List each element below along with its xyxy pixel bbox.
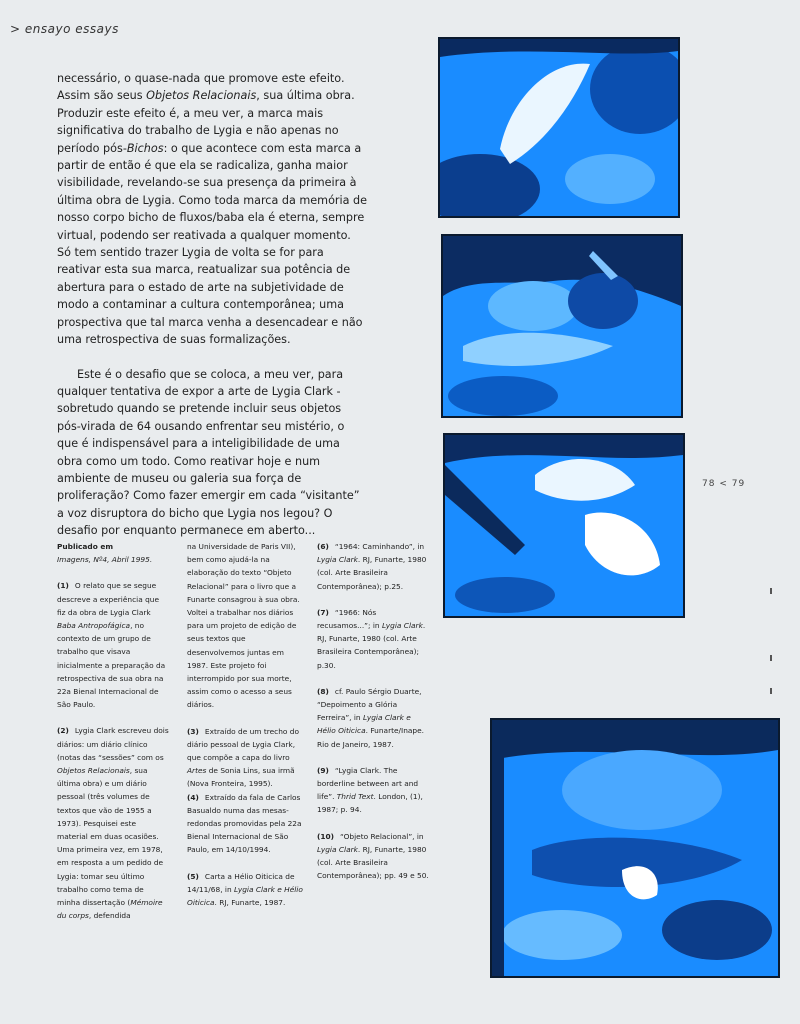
footnote-5: (5) Carta a Hélio Oiticica de 14/11/68, in Lygia Clark e Hélio Oiticica. RJ, Funarte, 1987. [187,871,303,908]
header-arrow: > [10,22,21,36]
footnote-7: (7) “1966: Nós recusamos...”; in Lygia Clark. RJ, Funarte, 1980 (col. Arte Brasileira Contemporânea); p.30. [317,607,426,670]
margin-mark [770,655,772,661]
paragraph-1: necessário, o quase-nada que promove este efeito. Assim são seus Objetos Relacionais, sua última obra. [57,72,355,103]
photo-2 [441,234,683,418]
footnote-2: (2) Lygia Clark escreveu dois diários: um diário clínico (notas das “sessões” com os Objetos Relacionais, sua última obra) e um diário pessoal (três volumes de textos que vão de 1955 a 1973). Pesquisei este material em duas ocasiões. Uma primeira vez, em 1978, em resposta a um pedido de Lygia: tomar seu último trabalho como tema de minha dissertação (Mémoire du corps, defendida [57,726,169,921]
margin-mark [770,588,772,594]
footnote-10: (10) “Objeto Relacional”, in Lygia Clark. RJ, Funarte, 1980 (col. Arte Brasileira Contemporânea); pp. 49 e 50. [317,831,429,881]
publication-note: Publicado em Imagens, Nº4, Abril 1995. [57,542,153,565]
footnote-6: (6) “1964: Caminhando”, in Lygia Clark. RJ, Funarte, 1980 (col. Arte Brasileira Contemporânea); p.25. [317,542,427,591]
footnote-8: (8) cf. Paulo Sérgio Duarte, “Depoimento a Glória Ferreira”, in Lygia Clark e Hélio Oiticica. Funarte/Inape. Rio de Janeiro, 1987. [317,686,425,749]
margin-mark [770,688,772,694]
article-body [57,70,367,540]
section-header [10,22,119,36]
footnote-3: (3) Extraído de um trecho do diário pessoal de Lygia Clark, que compõe a capa do livro Artes de Sonia Lins, sua irmã (Nova Fronteira, 1995). [187,726,300,789]
notes-column-1 [57,540,169,922]
footnote-9: (9) “Lygia Clark. The borderline between art and life”. Thrid Text. London, (1), 1987; p. 94. [317,765,423,815]
paragraph-3: Este é o desafio que se coloca, a meu ver, para qualquer tentativa de expor a arte de Lygia Clark - sobretudo quando se pretende incluir seus objetos pós-virada de 64 ousando enfrentar seu mistério, o que é indispensável para a inteligibilidade de uma obra como um todo. Como reativar hoje e num ambiente de museu ou galeria sua força de proliferação? Como fazer emergir em cada “visitante” a voz disruptora do bicho que Lygia nos legou? O desafio por enquanto permanece em aberto... [57,367,360,538]
notes-column-2 [187,540,303,922]
notes-column-3 [317,540,429,895]
photo-3 [443,433,685,618]
footnote-2-continued: na Universidade de Paris VII), bem como ajudá-la na elaboração do texto “Objeto Relacional” para o livro que a Funarte consagrou à sua obra. Voltei a trabalhar nos diários para um projeto de edição de seus textos que desenvolvemos juntas em 1987. Este projeto foi interrompido por sua morte, assim como o acesso a seus diários. [187,542,300,710]
photo-4 [490,718,780,978]
footnote-1: (1) O relato que se segue descreve a experiência que fiz da obra de Lygia Clark Baba Antropofágica, no contexto de um grupo de trabalho que visava inicialmente a preparação da retrospectiva de sua obra na 22a Bienal Internacional de São Paulo. [57,581,166,710]
paragraph-2: Produzir este efeito é, a meu ver, a marca mais significativa do trabalho de Lygia e não apenas no período pós-Bichos: o que acontece com esta marca a partir de então é que ela se radicaliza, ganha maior visibilidade, revelando-se sua presença da primeira à última obra de Lygia. Como toda marca da memória de nosso corpo bicho de fluxos/baba ela é eterna, sempre virtual, podendo ser reativada a qualquer momento. Só tem sentido trazer Lygia de volta se for para reativar esta sua marca, reatualizar sua potência de abertura para o estado de arte na subjetividade de modo a contaminar a cultura contemporânea; uma prospectiva que tal marca venha a desencadear e não uma retrospectiva de suas formalizações. [57,106,368,347]
photo-1 [438,37,680,218]
page-number: 78 < 79 [702,479,746,489]
footnote-4: (4) Extraído da fala de Carlos Basualdo numa das mesas-redondas promovidas pela 22a Bienal Internacional de São Paulo, em 14/10/1994. [187,792,302,855]
header-label: ensayo essays [24,22,119,36]
